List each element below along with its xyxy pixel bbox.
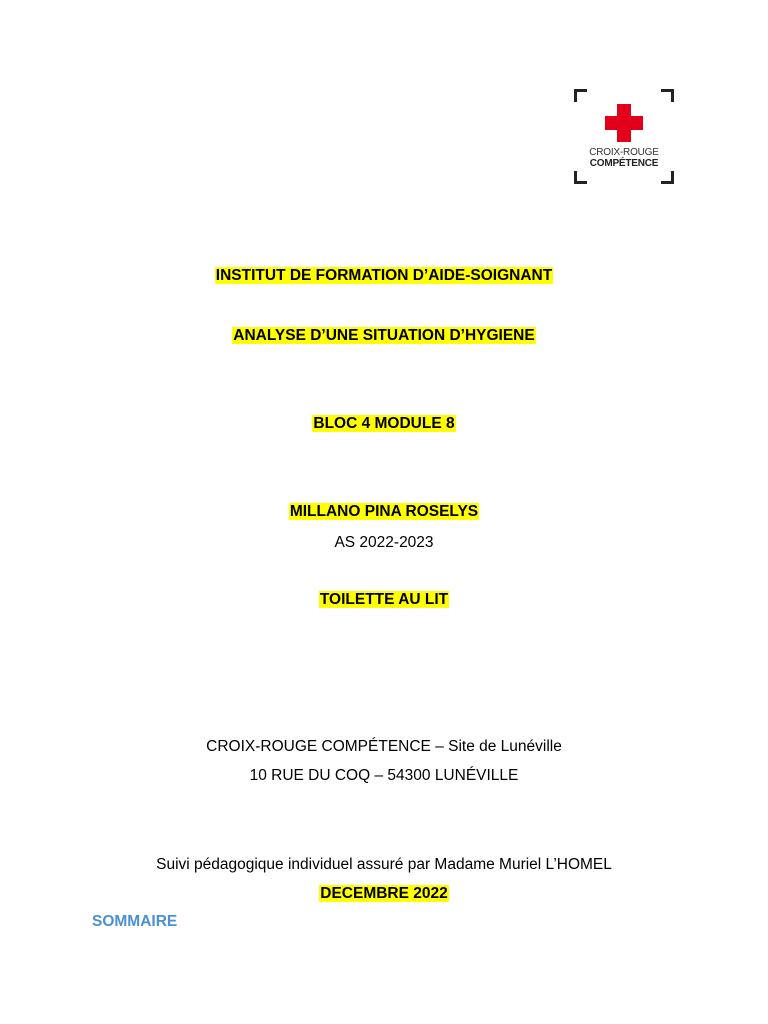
croix-rouge-logo bbox=[574, 89, 674, 184]
subject-line bbox=[0, 590, 768, 610]
logo-corner-bottom-right bbox=[661, 171, 674, 184]
logo-corner-top-right bbox=[661, 89, 674, 102]
logo-text-line1: CROIX-ROUGE bbox=[589, 147, 659, 158]
institute-title: INSTITUT DE FORMATION D’AIDE-SOIGNANT bbox=[215, 267, 553, 284]
analysis-title: ANALYSE D’UNE SITUATION D’HYGIENE bbox=[233, 327, 535, 344]
address-line-2: 10 RUE DU COQ – 54300 LUNÉVILLE bbox=[249, 767, 519, 784]
student-name: MILLANO PINA ROSELYS bbox=[289, 503, 479, 520]
institute-title-line bbox=[0, 266, 768, 286]
red-cross-icon bbox=[605, 104, 643, 142]
logo-corner-bottom-left bbox=[574, 171, 587, 184]
bloc-module: BLOC 4 MODULE 8 bbox=[313, 415, 455, 432]
date-line bbox=[0, 884, 768, 904]
subject-title: TOILETTE AU LIT bbox=[319, 591, 449, 608]
address-line-1: CROIX-ROUGE COMPÉTENCE – Site de Lunéville bbox=[206, 738, 562, 755]
academic-year: AS 2022-2023 bbox=[334, 534, 434, 551]
analysis-title-line bbox=[0, 326, 768, 346]
date-text: DECEMBRE 2022 bbox=[320, 885, 448, 902]
logo-text-line2: COMPÉTENCE bbox=[589, 158, 659, 169]
logo-corner-top-left bbox=[574, 89, 587, 102]
sommaire-heading: SOMMAIRE bbox=[92, 913, 178, 930]
supervision-text: Suivi pédagogique individuel assuré par Madame Muriel L’HOMEL bbox=[156, 856, 612, 873]
student-name-line bbox=[0, 502, 768, 522]
bloc-module-line bbox=[0, 414, 768, 434]
